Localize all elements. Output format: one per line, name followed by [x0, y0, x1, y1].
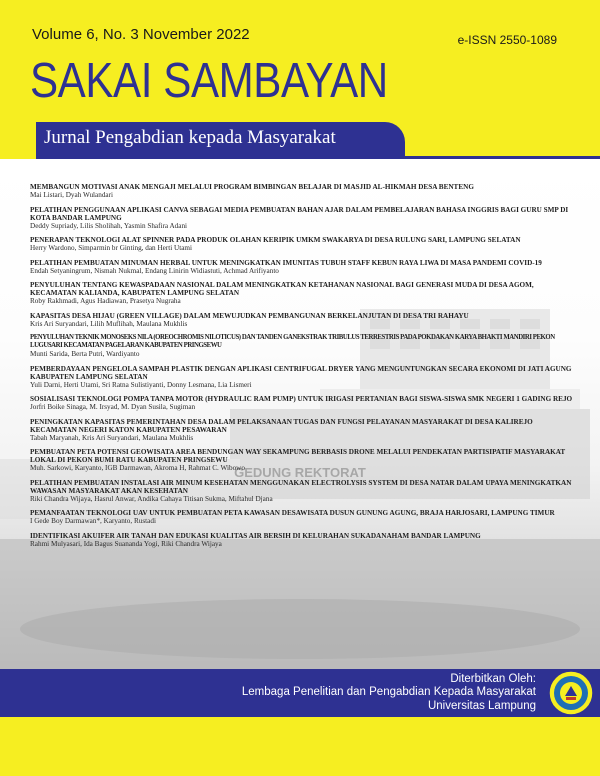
issn: e-ISSN 2550-1089 — [457, 33, 557, 47]
list-item — [30, 334, 578, 359]
article-title: SOSIALISASI TEKNOLOGI POMPA TANPA MOTOR (HYDRAULIC RAM PUMP) UNTUK IRIGASI PERTANIAN BAGI SISWA-SISWA SMK NEGERI 1 GADING REJO — [30, 395, 573, 403]
article-title: PELATIHAN PEMBUATAN INSTALASI AIR MINUM KESEHATAN MENGGUNAKAN ELECTROLYSIS SYSTEM DI DESA NATAR DALAM UPAYA MENINGKATKAN WAWASAN MASYARAKAT AKAN KESEHATAN — [30, 478, 572, 495]
article-authors: Endah Setyaningrum, Nismah Nukmal, Endang Linirin Widiastuti, Achmad Arifiyanto — [30, 266, 279, 275]
article-authors: Munti Sarida, Berta Putri, Wardiyanto — [30, 350, 140, 358]
list-item — [30, 236, 578, 253]
article-authors: Herry Wardono, Simparmin br Ginting, dan Herti Utami — [30, 244, 192, 252]
article-title: PEMANFAATAN TEKNOLOGI UAV UNTUK PEMBUATAN PETA KAWASAN DESAWISATA DUSUN GUNUNG AGUNG, BRAJA HARJOSARI, LAMPUNG TIMUR — [30, 509, 555, 517]
publisher-bar — [0, 669, 600, 717]
journal-subtitle: Jurnal Pengabdian kepada Masyarakat — [44, 127, 336, 148]
article-authors: Rahmi Mulyasari, Ida Bagus Suananda Yogi, Riki Chandra Wijaya — [30, 539, 222, 548]
list-item — [30, 281, 578, 306]
article-authors: Yuli Darni, Herti Utami, Sri Ratna Sulistiyanti, Donny Lesmana, Lia Lismeri — [30, 380, 252, 389]
journal-title: SAKAI SAMBAYAN — [30, 54, 388, 108]
list-item — [30, 448, 578, 473]
publisher-name: Lembaga Penelitian dan Pengabdian Kepada Masyarakat — [241, 686, 536, 698]
article-title: PELATIHAN PENGGUNAAN APLIKASI CANVA SEBAGAI MEDIA PEMBUATAN BAHAN AJAR DALAM PEMBELAJARAN BAHASA INGGRIS BAGI GURU SMP DI KOTA BANDAR LAMPUNG — [30, 205, 569, 222]
volume-issue: Volume 6, No. 3 November 2022 — [32, 26, 250, 43]
photo-sign: GEDUNG REKTORAT — [234, 465, 366, 480]
article-title: PENERAPAN TEKNOLOGI ALAT SPINNER PADA PRODUK OLAHAN KERIPIK UMKM SWAKARYA DI DESA RULUNG SARI, LAMPUNG SELATAN — [30, 236, 521, 244]
article-authors: Deddy Supriady, Lilis Sholihah, Yasmin Shafira Adani — [30, 221, 188, 230]
article-title: PEMBUATAN PETA POTENSI GEOWISATA AREA BENDUNGAN WAY SEKAMPUNG BERBASIS DRONE MELALUI PENDEKATAN PARTISIPATIF MASYARAKAT LOKAL DI PEKON BUMI RATU KABUPATEN PRINGSEWU — [30, 448, 566, 464]
publisher-university: Universitas Lampung — [427, 700, 536, 712]
list-item — [30, 395, 578, 412]
list-item — [30, 183, 578, 200]
article-title: PENYULUHAN TENTANG KEWASPADAAN NASIONAL DALAM MENINGKATKAN KETAHANAN NASIONAL BAGI GENERASI MUDA DI DESA AGOM, KECAMATAN KALIANDA, KABUPATEN LAMPUNG SELATAN — [30, 281, 534, 297]
article-title: IDENTIFIKASI AKUIFER AIR TANAH DAN EDUKASI KUALITAS AIR BERSIH DI KELURAHAN SUKADANAHAM BANDAR LAMPUNG — [30, 531, 481, 540]
article-authors: Kris Ari Suryandari, Lilih Muflihah, Maulana Mukhlis — [30, 319, 188, 328]
article-list — [30, 183, 578, 554]
list-item — [30, 206, 578, 231]
list-item — [30, 532, 578, 549]
article-title: PELATIHAN PEMBUATAN MINUMAN HERBAL UNTUK MENINGKATKAN IMUNITAS TUBUH STAFF KEBUN RAYA LIWA DI MASA PANDEMI COVID-19 — [30, 258, 542, 267]
article-title: PENINGKATAN KAPASITAS PEMERINTAHAN DESA DALAM PELAKSANAAN TUGAS DAN FUNGSI PELAYANAN MASYARAKAT DI DESA KALIREJO KECAMATAN NEGERI KATON KABUPATEN PESAWARAN — [30, 417, 533, 434]
article-title: PEMBERDAYAAN PENGELOLA SAMPAH PLASTIK DENGAN APLIKASI CENTRIFUGAL DRYER YANG MENGUNTUNGKAN SECARA EKONOMI DI JATI AGUNG KABUPATEN LAMPUNG SELATAN — [30, 364, 572, 381]
article-authors: Muh. Sarkowi, Karyanto, IGB Darmawan, Akroma H, Rahmat C. Wibowo — [30, 464, 245, 472]
list-item — [30, 312, 578, 329]
list-item — [30, 365, 578, 390]
list-item — [30, 479, 578, 504]
publisher-label: Diterbitkan Oleh: — [450, 673, 536, 685]
article-title: PENYULUHAN TEKNIK MONOSEKS NILA (OREOCHROMIS NILOTICUS) DAN TANDEN GANEKSTRAK TRIBULUS TERRESTRIS PADA POKDAKAN KARYA BHAKTI MANDIRI PEKON LUGUSARI KECAMATAN PAGELARAN KABUPATEN PRINGSEWU — [30, 334, 555, 349]
article-authors: I Gede Boy Darmawan*, Karyanto, Rustadi — [30, 517, 156, 525]
list-item — [30, 259, 578, 276]
list-item — [30, 509, 578, 526]
article-authors: Riki Chandra Wijaya, Hasrul Anwar, Andika Cahaya Titisan Sukma, Miftahul Djana — [30, 494, 273, 503]
article-authors: Jorfri Boike Sinaga, M. Irsyad, M. Dyan Susila, Sugiman — [30, 403, 196, 411]
article-authors: Mai Listari, Dyah Wulandari — [30, 191, 114, 199]
article-authors: Roby Rakhmadi, Agus Hadiawan, Prasetya Nugraha — [30, 297, 181, 305]
article-title: MEMBANGUN MOTIVASI ANAK MENGAJI MELALUI PROGRAM BIMBINGAN BELAJAR DI MASJID AL-HIKMAH DESA BENTENG — [30, 183, 474, 191]
universitas-lampung-logo-icon — [548, 670, 594, 716]
list-item — [30, 418, 578, 443]
article-authors: Tabah Maryanah, Kris Ari Suryandari, Maulana Mukhlis — [30, 433, 194, 442]
article-title: KAPASITAS DESA HIJAU (GREEN VILLAGE) DALAM MEWUJUDKAN PEMBANGUNAN BERKELANJUTAN DI DESA TRI RAHAYU — [30, 311, 469, 320]
